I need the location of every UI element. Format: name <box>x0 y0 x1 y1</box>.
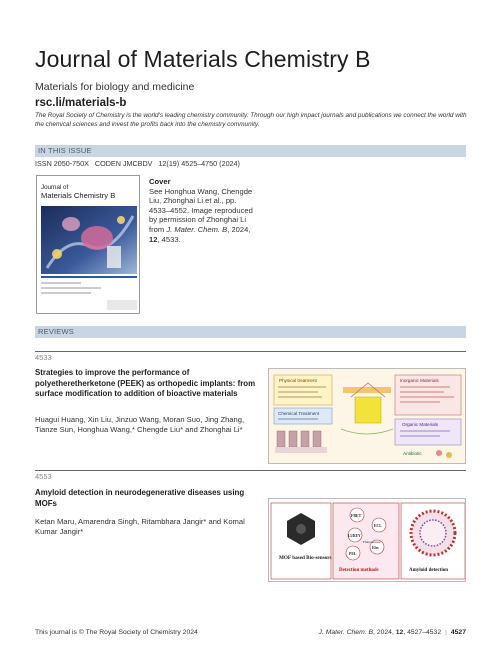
article-1-graphic <box>268 368 466 464</box>
cover-title-line1: Journal of <box>41 184 69 191</box>
journal-url[interactable]: rsc.li/materials-b <box>35 97 127 109</box>
g1-inorganic-label: Inorganic Materials <box>400 378 439 383</box>
cover-caption <box>149 177 259 244</box>
issn-line: ISSN 2050-750X CODEN JMCBDV 12(19) 4525–4750 (2024) <box>35 159 240 168</box>
article-1-authors: Huagui Huang, Xin Liu, Jinzuo Wang, Moran Suo, Jing Zhang, Tianze Sun, Honghua Wang,* Chengde Liu* and Zhonghai Li* <box>35 415 245 434</box>
g2-elec-label: Elec <box>372 546 379 550</box>
cover-image <box>36 175 140 314</box>
g1-physical-label: Physical treatment <box>279 378 317 383</box>
article-2-page: 4553 <box>35 472 52 481</box>
g1-antibiotic-label: Antibiotic <box>403 451 422 456</box>
article-2-title[interactable]: Amyloid detection in neurodegenerative diseases using MOFs <box>35 488 245 508</box>
g2-amyloid-label: Amyloid detection <box>409 568 449 573</box>
footer-separator: | <box>445 629 447 636</box>
footer-year: , 2024, <box>373 629 396 636</box>
journal-subtitle: Materials for biology and medicine <box>35 81 195 93</box>
article-2-rule <box>35 470 466 471</box>
article-2-authors: Ketan Maru, Amarendra Singh, Ritambhara Jangir* and Komal Kumar Jangir* <box>35 517 245 536</box>
cover-journal-abbr: J. Mater. Chem. B <box>166 224 228 234</box>
footer-volume: 12 <box>395 629 404 636</box>
cover-text-1: See Honghua Wang, Chengde Liu, Zhonghai Li et al., pp. 4533–4552. Image reproduced by permission of Zhonghai Li from <box>149 186 253 234</box>
g2-lurey-label: LUREY <box>348 534 361 538</box>
g1-chemical-label: Chemical Treatment <box>278 411 320 416</box>
article-1-title[interactable]: Strategies to improve the performance of polyetheretherketone (PEEK) as orthopedic implants: from surface modification to addition of bioactive materials <box>35 368 256 399</box>
cover-volume: 12 <box>149 234 158 244</box>
cover-text-3: , 4533. <box>157 234 181 244</box>
footer-journal-abbr: J. Mater. Chem. B <box>318 629 374 636</box>
g2-ecl-label: ECL <box>374 524 382 528</box>
g2-mof-label: MOF based Bio-sensors <box>279 555 332 561</box>
article-2-graphic <box>268 498 466 582</box>
g2-fret-label: FRET <box>351 514 362 518</box>
in-this-issue-band: IN THIS ISSUE <box>35 145 466 157</box>
cover-caption-text <box>149 187 259 245</box>
article-1-rule <box>35 351 466 352</box>
g2-methods-label: Detection methods <box>339 568 379 573</box>
cover-illustration <box>37 176 140 314</box>
footer-right <box>319 629 466 636</box>
g2-pel-label: PEL <box>349 552 357 556</box>
g2-fluor-label: Fluorescence <box>363 540 381 544</box>
reviews-band: REVIEWS <box>35 326 466 338</box>
article-1-page: 4533 <box>35 353 52 362</box>
mof-graphic <box>269 499 466 582</box>
peek-graphic <box>269 369 466 464</box>
journal-title: Journal of Materials Chemistry B <box>35 46 371 72</box>
cover-caption-title: Cover <box>149 177 171 186</box>
rsc-blurb: The Royal Society of Chemistry is the world's leading chemistry community. Through our high impact journals and publications we connect the world with the chemical sciences and invest the profits back into the chemistry community. <box>35 112 467 128</box>
footer-pages: , 4527–4532 <box>403 629 442 636</box>
cover-text-2: , 2024, <box>227 224 251 234</box>
footer-page-number: 4527 <box>450 629 466 636</box>
g1-organic-label: Organic Materials <box>402 422 438 427</box>
cover-title-line2: Materials Chemistry B <box>41 191 116 200</box>
footer-left: This journal is © The Royal Society of Chemistry 2024 <box>35 629 198 636</box>
